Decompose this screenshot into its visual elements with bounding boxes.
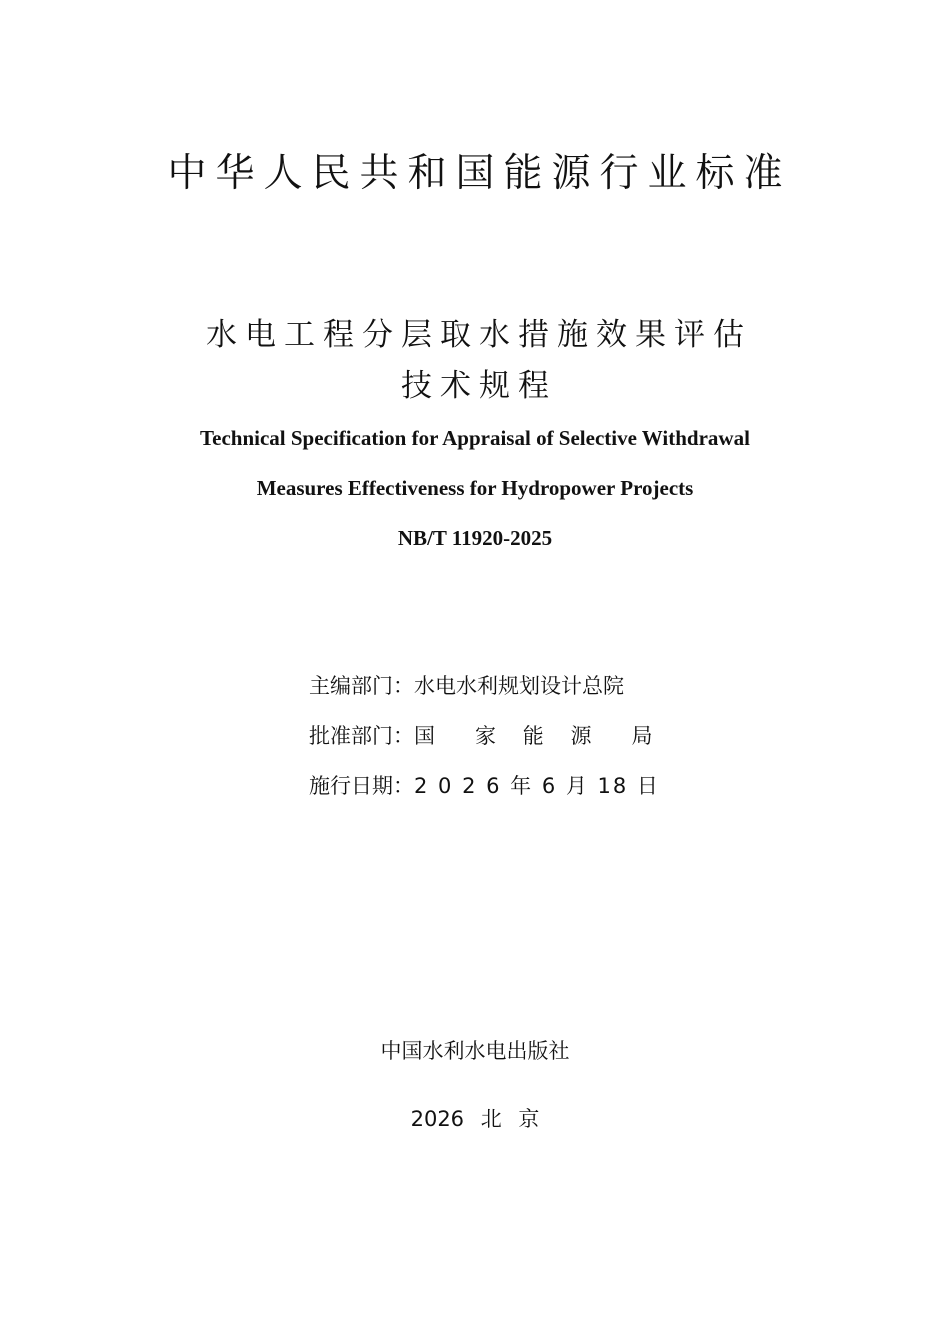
effective-date-row (309, 776, 709, 797)
approver-value: 国 家 能 源 局 (414, 724, 653, 748)
publication-place-year: 2026 北 京 (410, 1107, 540, 1131)
english-title-line-2: Measures Effectiveness for Hydropower Projects (256, 476, 694, 500)
editor-row (309, 676, 709, 697)
approver-row (309, 726, 709, 747)
approver-label: 批准部门： (309, 724, 414, 748)
standard-code: NB/T 11920-2025 (397, 526, 553, 550)
effective-date-label: 施行日期： (309, 774, 414, 798)
effective-date-value: 2 0 2 6 年 6 月 18 日 (414, 774, 660, 798)
editor-value: 水电水利规划设计总院 (414, 674, 624, 698)
editor-label: 主编部门： (309, 674, 414, 698)
standard-category-title: 中华人民共和国能源行业标准 (167, 151, 792, 196)
publisher: 中国水利水电出版社 (380, 1039, 570, 1063)
chinese-title-line-1: 水电工程分层取水措施效果评估 (206, 317, 752, 353)
chinese-title-line-2: 技术规程 (401, 368, 557, 404)
english-title-line-1: Technical Specification for Appraisal of Selective Withdrawal (200, 426, 750, 450)
